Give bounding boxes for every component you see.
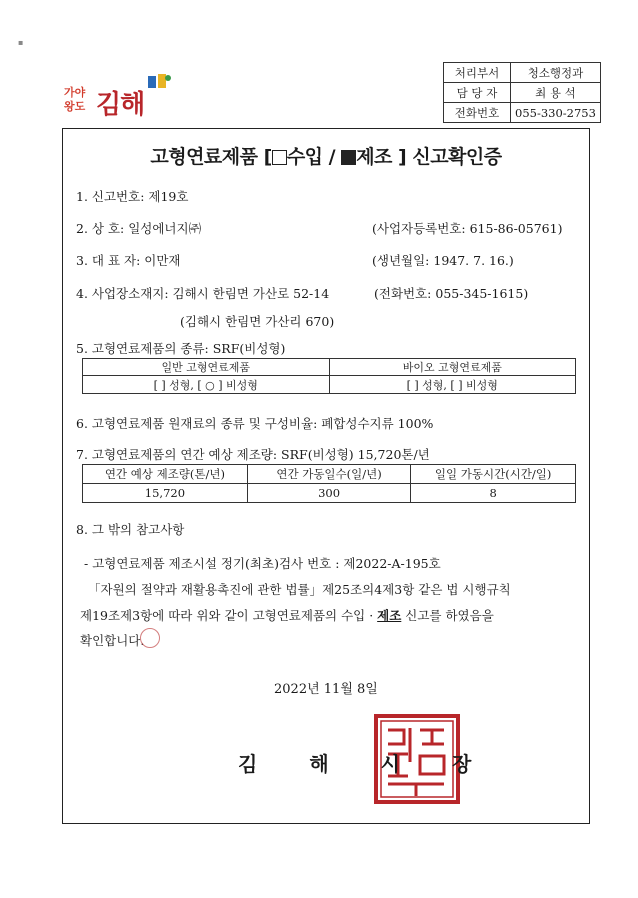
prod-value-days: 300 [247,484,410,503]
fuel-type-table [82,358,576,394]
type-header-bio: 바이오 고형연료제품 [329,359,575,376]
issue-date: 2022년 11월 8일 [274,682,378,697]
office-value: 055-330-2753 [511,103,601,123]
item-material: 6. 고형연료제품 원재료의 종류 및 구성비율: 폐합성수지류 100% [76,416,434,431]
type-value-bio: [ ] 성형, [ ] 비성형 [329,376,575,394]
item-business-number: (사업자등록번호: 615-86-05761) [372,221,563,236]
office-label: 처리부서 [444,63,511,83]
item-representative: 3. 대 표 자: 이만재 [76,253,181,268]
title-opt-manufacture: 제조 ] [356,146,407,168]
item-phone: (전화번호: 055-345-1615) [374,286,529,301]
office-row [444,83,601,103]
type-header-general: 일반 고형연료제품 [83,359,330,376]
title-suffix: 신고확인증 [412,146,502,168]
note-law-reference: 「자원의 절약과 재활용촉진에 관한 법률」제25조의4제3항 같은 법 시행규칙 [88,582,511,597]
table-row [83,359,576,376]
gimhae-logo [62,72,174,118]
prod-header-days: 연간 가동일수(일/년) [247,465,410,484]
unchecked-box-icon [272,150,287,165]
logo-line2: 왕도 [64,100,86,113]
table-row [83,484,576,503]
office-label: 전화번호 [444,103,511,123]
item-report-number: 1. 신고번호: 제19호 [76,189,189,204]
office-info-table [443,62,601,123]
prod-header-annual: 연간 예상 제조량(톤/년) [83,465,248,484]
type-value-general: [ ] 성형, [ ○ ] 비성형 [83,376,330,394]
note-confirm: 확인합니다. [80,633,145,648]
signer-char-2: 해 [309,752,329,776]
office-label: 담 당 자 [444,83,511,103]
item-fuel-type: 5. 고형연료제품의 종류: SRF(비성형) [76,341,286,356]
office-row [444,103,601,123]
checked-box-icon [341,150,356,165]
note-clause-emph: 제조 [377,608,402,623]
signer-char-1: 김 [238,752,258,776]
production-table [82,464,576,503]
office-row [444,63,601,83]
item-old-address: (김해시 한림면 가산리 670) [180,314,335,329]
item-company-name: 2. 상 호: 일성에너지㈜ [76,221,202,236]
signer-char-3: 시 [380,752,400,776]
item-annual-production: 7. 고형연료제품의 연간 예상 제조량: SRF(비성형) 15,720톤/년 [76,447,430,462]
prod-value-annual: 15,720 [83,484,248,503]
logo-deco-icon [146,72,172,92]
signer-char-4: 장 [451,752,472,776]
office-value: 청소행정과 [511,63,601,83]
logo-name: 김해 [96,90,145,120]
table-row [83,465,576,484]
item-birthdate: (생년월일: 1947. 7. 16.) [372,253,514,268]
prod-value-hours: 8 [411,484,576,503]
item-address: 4. 사업장소재지: 김해시 한림면 가산로 52-14 [76,286,330,301]
certificate-title [62,142,590,169]
logo-line1: 가야 [64,86,86,99]
office-value: 최 용 석 [511,83,601,103]
scan-mark: ▪ [18,38,24,47]
title-prefix: 고형연료제품 [ [150,146,272,168]
prod-header-hours: 일일 가동시간(시간/일) [411,465,576,484]
table-row [83,376,576,394]
stamp-mark-icon [140,628,160,648]
title-opt-import: 수입 / [286,146,336,168]
item-other-notes: 8. 그 밖의 참고사항 [76,522,185,537]
signer [238,748,471,777]
note-clause [80,606,494,624]
note-inspection-number: - 고형연료제품 제조시설 정기(최초)검사 번호 : 제2022-A-195호 [84,556,441,571]
note-clause-c: 신고를 하였음을 [401,608,494,623]
note-clause-a: 제19조제3항에 따라 위와 같이 고형연료제품의 수입 · [80,608,378,623]
